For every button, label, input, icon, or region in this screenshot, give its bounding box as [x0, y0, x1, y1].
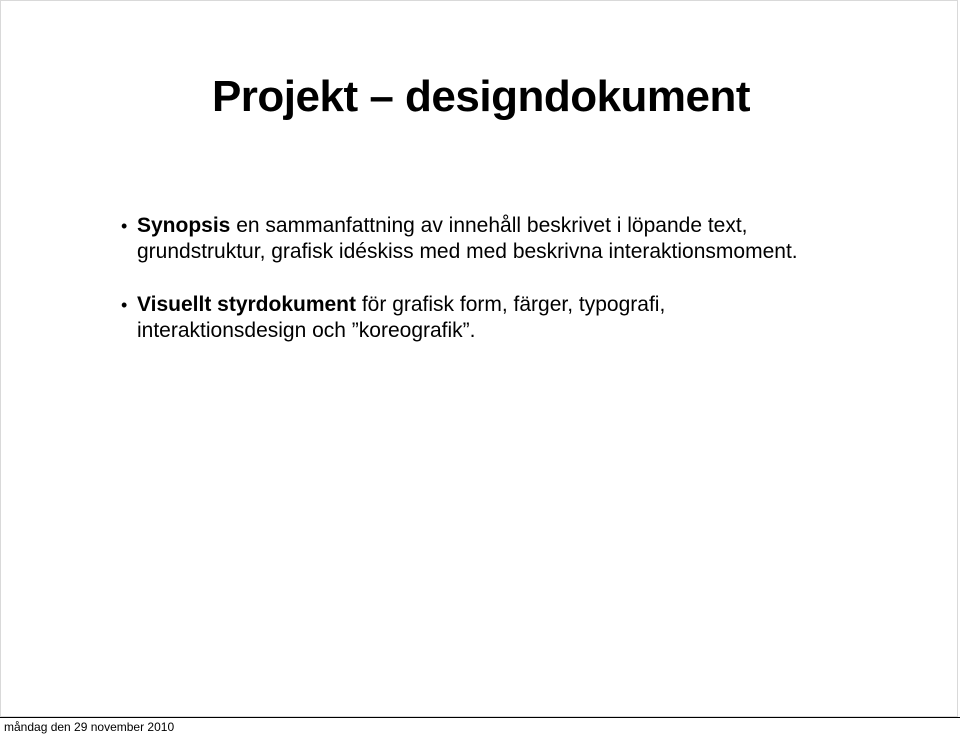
- bullet-text: för grafisk form, färger, typografi,: [356, 293, 666, 316]
- slide-title: Projekt – designdokument: [211, 72, 751, 121]
- bullet-line-2: interaktionsdesign och ”koreografik”.: [137, 319, 476, 342]
- bullet-lead: Synopsis: [137, 214, 231, 237]
- bullet-text: en sammanfattning av innehåll beskrivet i löpande text,: [230, 214, 748, 237]
- bullet-line-1: [137, 292, 881, 318]
- bullet-item-synopsis: [121, 213, 881, 265]
- bullet-line-2: grundstruktur, grafisk idéskiss med med beskrivna interaktionsmoment.: [137, 240, 798, 263]
- bullet-dot-icon: •: [121, 216, 128, 236]
- bullet-dot-icon: •: [121, 295, 128, 315]
- bullet-line-1: [137, 213, 881, 239]
- footer-date: måndag den 29 november 2010: [4, 720, 175, 734]
- bullet-list: [121, 213, 881, 371]
- footer-divider: [0, 717, 960, 718]
- bullet-item-styrdokument: [121, 292, 881, 344]
- bullet-lead: Visuellt styrdokument: [137, 293, 357, 316]
